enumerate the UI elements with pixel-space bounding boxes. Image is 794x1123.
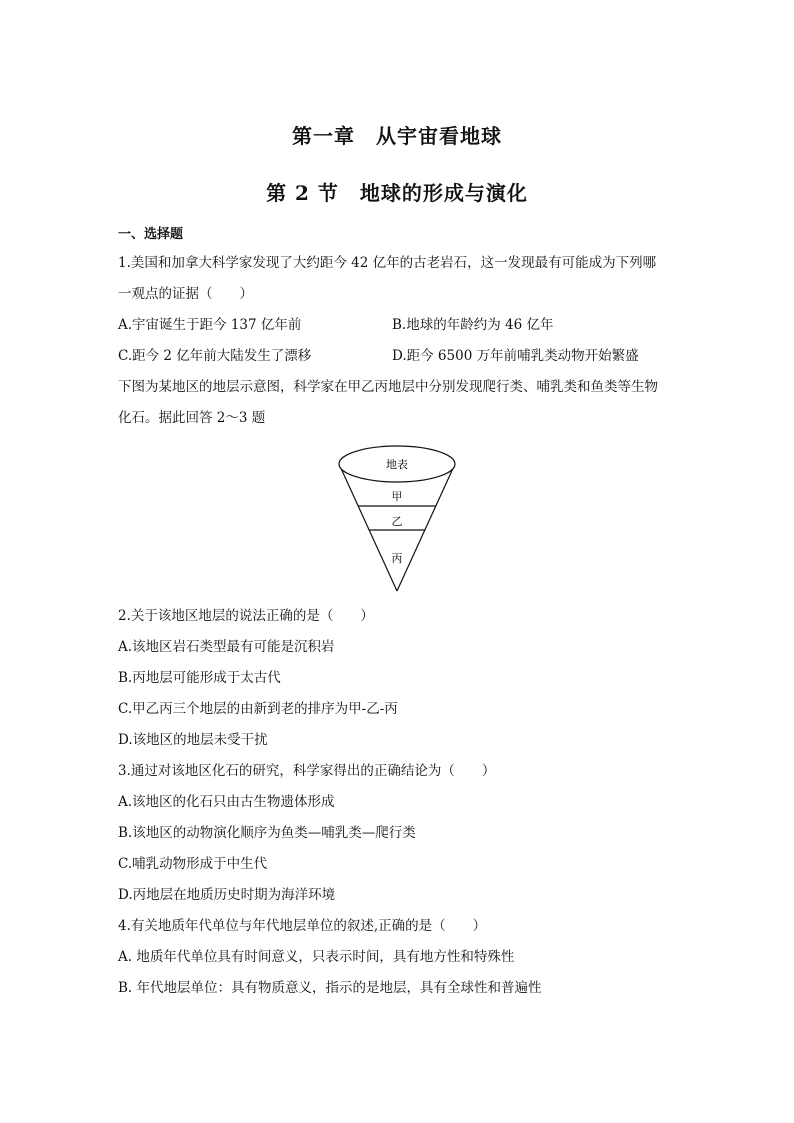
q3-option-d: D.丙地层在地质历史时期为海洋环境 [118, 887, 336, 903]
layer-label-jia: 甲 [391, 490, 403, 503]
q4-option-b: B. 年代地层单位：具有物质意义，指示的是地层，具有全球性和普遍性 [118, 980, 542, 996]
section-title: 第 2 节 地球的形成与演化 [266, 181, 528, 205]
cone-right-edge [397, 464, 455, 591]
q1-option-c: C.距今 2 亿年前大陆发生了漂移 [118, 348, 312, 364]
q3-option-a: A.该地区的化石只由古生物遗体形成 [118, 794, 335, 810]
chapter-title: 第一章 从宇宙看地球 [292, 124, 502, 148]
q2-option-c: C.甲乙丙三个地层的由新到老的排序为甲-乙-丙 [118, 701, 398, 717]
cone-left-edge [339, 464, 397, 591]
q1-option-b: B.地球的年龄约为 46 亿年 [392, 317, 554, 333]
q1-stem-line1: 1.美国和加拿大科学家发现了大约距今 42 亿年的古老岩石，这一发现最有可能成为下列哪 [118, 255, 657, 271]
q3-option-b: B.该地区的动物演化顺序为鱼类—哺乳类—爬行类 [118, 825, 416, 841]
q2-option-b: B.丙地层可能形成于太古代 [118, 670, 281, 686]
q2-stem: 2.关于该地区地层的说法正确的是（ ） [118, 608, 374, 624]
surface-label: 地表 [386, 458, 408, 471]
section-label: 一、选择题 [118, 227, 184, 242]
layer-label-bing: 丙 [391, 552, 403, 565]
q4-option-a: A. 地质年代单位具有时间意义，只表示时间，具有地方性和特殊性 [118, 949, 515, 965]
q1-option-d: D.距今 6500 万年前哺乳类动物开始繁盛 [392, 348, 639, 364]
intro-line1: 下图为某地区的地层示意图，科学家在甲乙丙地层中分别发现爬行类、哺乳类和鱼类等生物 [118, 379, 658, 395]
q4-stem: 4.有关地质年代单位与年代地层单位的叙述,正确的是（ ） [118, 918, 487, 934]
q3-option-c: C.哺乳动物形成于中生代 [118, 856, 268, 872]
q3-stem: 3.通过对该地区化石的研究，科学家得出的正确结论为（ ） [118, 763, 496, 779]
q2-option-d: D.该地区的地层未受干扰 [118, 732, 268, 748]
stratum-diagram [337, 443, 457, 593]
q2-option-a: A.该地区岩石类型最有可能是沉积岩 [118, 639, 335, 655]
layer-label-yi: 乙 [391, 515, 403, 528]
intro-line2: 化石。据此回答 2～3 题 [118, 410, 266, 426]
q1-option-a: A.宇宙诞生于距今 137 亿年前 [118, 317, 302, 333]
q1-stem-line2: 一观点的证据（ ） [118, 286, 253, 302]
